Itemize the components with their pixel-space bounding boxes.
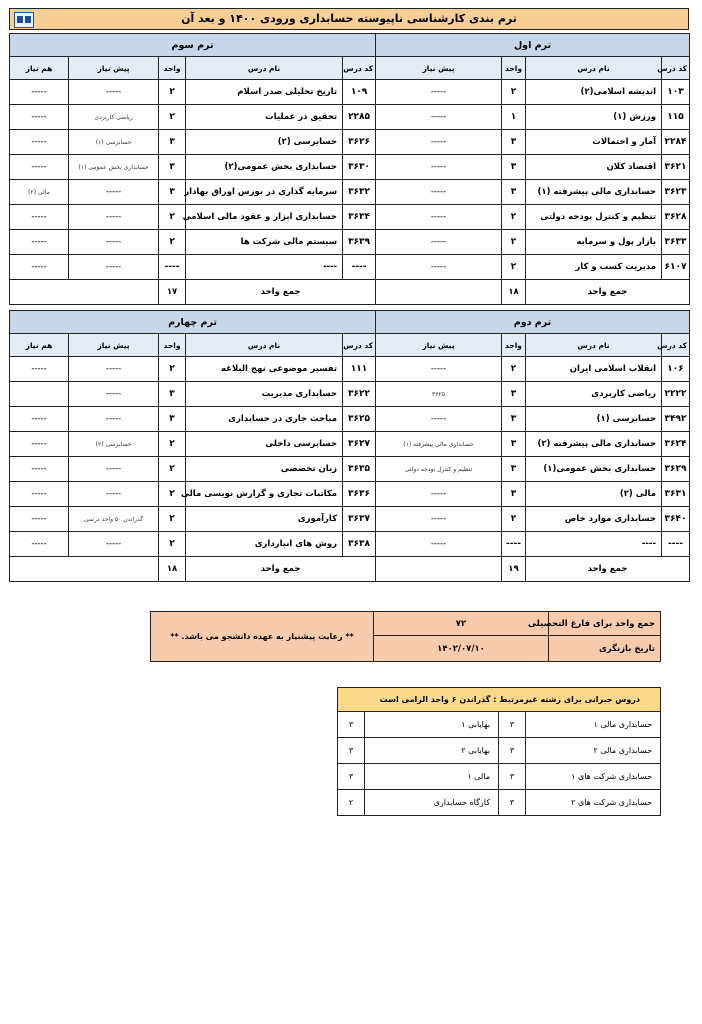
course-unit: ۲: [159, 482, 186, 507]
course-prereq: -----: [69, 407, 159, 432]
course-coreq: -----: [10, 80, 69, 105]
course-name: مالی (۲): [526, 482, 662, 507]
compensatory-unit2: ۳: [338, 712, 365, 738]
course-code: ۳۶۲۶: [343, 130, 376, 155]
course-row: [376, 532, 690, 557]
course-code: ۳۶۲۳: [662, 180, 690, 205]
course-code: ۳۶۳۹: [343, 230, 376, 255]
page-title-bar: [9, 8, 689, 30]
course-name: مکاتبات تجاری و گزارش نویسی مالی: [186, 482, 343, 507]
col-unit-header: واحد: [502, 334, 526, 357]
course-row: [376, 180, 690, 205]
course-code: ----: [662, 532, 690, 557]
course-unit: ۳: [159, 155, 186, 180]
university-logo-icon: [14, 12, 34, 28]
course-coreq: -----: [10, 482, 69, 507]
course-unit: ۳: [502, 130, 526, 155]
course-unit: ۳: [502, 432, 526, 457]
col-code-header: کد درس: [343, 334, 376, 357]
course-name: اندیشه اسلامی(۲): [526, 80, 662, 105]
course-coreq: -----: [10, 532, 69, 557]
course-unit: ۲: [159, 457, 186, 482]
course-name: حسابداری بخش عمومی(۲): [186, 155, 343, 180]
course-code: ۳۶۳۱: [662, 482, 690, 507]
course-code: ۳۶۳۶: [343, 482, 376, 507]
course-row: [376, 205, 690, 230]
course-name: کارآموزی: [186, 507, 343, 532]
course-row: [376, 130, 690, 155]
compensatory-unit2: ۳: [338, 738, 365, 764]
course-prereq: -----: [69, 457, 159, 482]
course-code: ۳۶۲۹: [662, 457, 690, 482]
course-row: [376, 105, 690, 130]
course-unit: ۲: [159, 507, 186, 532]
course-name: زبان تخصصی: [186, 457, 343, 482]
course-unit: ۳: [159, 407, 186, 432]
course-unit: ۲: [159, 532, 186, 557]
compensatory-unit2: ۳: [338, 764, 365, 790]
compensatory-unit2: ۲: [338, 790, 365, 816]
compensatory-table: [337, 687, 661, 816]
course-prereq: -----: [376, 532, 502, 557]
course-row: [10, 382, 376, 407]
course-coreq: -----: [10, 205, 69, 230]
compensatory-name1: حسابداری شرکت های ۱: [526, 764, 661, 790]
course-row: [10, 432, 376, 457]
course-name: تنظیم و کنترل بودجه دولتی: [526, 205, 662, 230]
course-name: ----: [526, 532, 662, 557]
course-coreq: -----: [10, 230, 69, 255]
semester4-total-value: ۱۸: [159, 557, 186, 582]
course-name: تفسیر موضوعی نهج البلاغه: [186, 357, 343, 382]
course-code: ۱۰۹: [343, 80, 376, 105]
col-unit-header: واحد: [502, 57, 526, 80]
course-prereq: ریاضی کاربردی: [69, 105, 159, 130]
course-prereq: -----: [69, 532, 159, 557]
course-prereq: -----: [69, 482, 159, 507]
course-name: حسابرسی (۱): [526, 407, 662, 432]
col-name-header: نام درس: [526, 57, 662, 80]
compensatory-row: [338, 790, 661, 816]
course-code: ۳۶۳۸: [343, 532, 376, 557]
course-unit: ۳: [502, 407, 526, 432]
course-code: ۳۶۲۷: [343, 432, 376, 457]
course-code: ۳۶۳۵: [343, 457, 376, 482]
course-prereq: حسابداری مالی پیشرفته (۱): [376, 432, 502, 457]
page-title: ترم بندی کارشناسی ناپیوسته حسابداری ورودی ۱۴۰۰ و بعد آن: [181, 12, 517, 25]
course-coreq: -----: [10, 130, 69, 155]
course-code: ۳۶۴۰: [662, 507, 690, 532]
compensatory-name1: حسابداری مالی ۲: [526, 738, 661, 764]
course-prereq: گذراندن ۵۰ واحد درسی: [69, 507, 159, 532]
course-prereq: -----: [376, 130, 502, 155]
col-prereq-header: پیش نیاز: [376, 334, 502, 357]
semester1-table: [375, 33, 690, 305]
course-name: حسابداری بخش عمومی(۱): [526, 457, 662, 482]
course-coreq: -----: [10, 457, 69, 482]
course-row: [10, 255, 376, 280]
course-row: [10, 205, 376, 230]
compensatory-name1: حسابداری شرکت های ۲: [526, 790, 661, 816]
compensatory-row: [338, 712, 661, 738]
course-code: ----: [343, 255, 376, 280]
col-unit-header: واحد: [159, 57, 186, 80]
course-unit: ۳: [502, 180, 526, 205]
course-code: ۳۶۳۷: [343, 507, 376, 532]
semester1-total-value: ۱۸: [502, 280, 526, 305]
course-row: [10, 155, 376, 180]
summary-table: [150, 611, 661, 662]
course-name: حسابداری مالی پیشرفته (۲): [526, 432, 662, 457]
col-prereq-header: پیش نیاز: [69, 57, 159, 80]
course-prereq: -----: [69, 255, 159, 280]
col-name-header: نام درس: [186, 57, 343, 80]
course-name: روش های انبارداری: [186, 532, 343, 557]
course-unit: ۲: [159, 432, 186, 457]
course-name: سرمایه گذاری در بورس اوراق بهادار: [186, 180, 343, 205]
graduation-units-label: جمع واحد برای فارغ التحصیلی: [549, 612, 661, 636]
course-name: حسابرسی (۲): [186, 130, 343, 155]
compensatory-name2: بهایابی ۱: [365, 712, 499, 738]
course-row: [10, 130, 376, 155]
semester2-title: ترم دوم: [376, 311, 690, 334]
revision-date-label: تاریخ بازنگری: [549, 636, 661, 662]
course-coreq: -----: [10, 432, 69, 457]
course-code: ۳۶۳۲: [343, 180, 376, 205]
course-name: ----: [186, 255, 343, 280]
semester2-total-label: جمع واحد: [526, 557, 690, 582]
course-prereq: حسابداری بخش عمومی (۱): [69, 155, 159, 180]
course-coreq: -----: [10, 407, 69, 432]
course-row: [10, 407, 376, 432]
course-unit: ۳: [159, 130, 186, 155]
col-coreq-header: هم نیاز: [10, 57, 69, 80]
revision-date-value: ۱۴۰۲/۰۷/۱۰: [374, 636, 549, 662]
course-row: [376, 432, 690, 457]
course-row: [376, 457, 690, 482]
course-row: [376, 407, 690, 432]
prerequisite-note: ** رعایت پیشنیاز به عهده دانشجو می باشد. **: [151, 612, 374, 662]
course-prereq: -----: [69, 230, 159, 255]
compensatory-name1: حسابداری مالی ۱: [526, 712, 661, 738]
course-prereq: -----: [376, 205, 502, 230]
course-unit: ۳: [159, 382, 186, 407]
course-code: ۳۶۳۳: [662, 230, 690, 255]
course-name: حسابداری مدیریت: [186, 382, 343, 407]
semester3-title: ترم سوم: [10, 34, 376, 57]
course-prereq: -----: [69, 205, 159, 230]
course-row: [376, 255, 690, 280]
course-unit: ۲: [502, 80, 526, 105]
semester4-title: ترم چهارم: [10, 311, 376, 334]
col-code-header: کد درس: [662, 57, 690, 80]
course-unit: ۲: [502, 357, 526, 382]
col-code-header: کد درس: [343, 57, 376, 80]
course-code: ۱۱۵: [662, 105, 690, 130]
semester2-table: [375, 310, 690, 582]
course-prereq: -----: [376, 155, 502, 180]
course-name: بازار پول و سرمایه: [526, 230, 662, 255]
course-code: ۳۶۲۸: [662, 205, 690, 230]
course-prereq: -----: [69, 382, 159, 407]
semester3-total-value: ۱۷: [159, 280, 186, 305]
course-unit: ۳: [159, 180, 186, 205]
semester1-total-label: جمع واحد: [526, 280, 690, 305]
course-row: [10, 80, 376, 105]
course-row: [10, 532, 376, 557]
course-row: [376, 507, 690, 532]
course-code: ۱۰۳: [662, 80, 690, 105]
course-name: ورزش (۱): [526, 105, 662, 130]
course-name: اقتصاد کلان: [526, 155, 662, 180]
course-prereq: -----: [376, 105, 502, 130]
semester1-title: ترم اول: [376, 34, 690, 57]
course-prereq: -----: [376, 357, 502, 382]
course-row: [10, 507, 376, 532]
course-coreq: -----: [10, 105, 69, 130]
course-unit: ۳: [502, 382, 526, 407]
course-row: [10, 357, 376, 382]
course-coreq: -----: [10, 357, 69, 382]
course-unit: ----: [502, 532, 526, 557]
course-unit: ۳: [502, 155, 526, 180]
course-code: ۱۰۶: [662, 357, 690, 382]
course-prereq: حسابرسی (۲): [69, 432, 159, 457]
course-coreq: -----: [10, 507, 69, 532]
semester2-total-value: ۱۹: [502, 557, 526, 582]
course-row: [376, 155, 690, 180]
compensatory-name2: کارگاه حسابداری: [365, 790, 499, 816]
course-name: سیستم مالی شرکت ها: [186, 230, 343, 255]
course-prereq: -----: [376, 507, 502, 532]
course-unit: ۲: [502, 507, 526, 532]
course-prereq: -----: [376, 80, 502, 105]
course-code: ۱۱۱: [343, 357, 376, 382]
course-code: ۶۱۰۷: [662, 255, 690, 280]
compensatory-unit1: ۳: [499, 738, 526, 764]
course-prereq: -----: [376, 482, 502, 507]
course-prereq: -----: [376, 180, 502, 205]
course-unit: ۱: [502, 105, 526, 130]
course-unit: ۲: [502, 205, 526, 230]
compensatory-title: دروس جبرانی برای رشته غیرمرتبط : گذراندن ۶ واحد الزامی است: [338, 688, 661, 712]
course-name: آمار و احتمالات: [526, 130, 662, 155]
course-name: حسابرسی داخلی: [186, 432, 343, 457]
course-prereq: ۳۶۲۵: [376, 382, 502, 407]
course-code: ۳۴۹۲: [662, 407, 690, 432]
col-prereq-header: پیش نیاز: [69, 334, 159, 357]
compensatory-row: [338, 738, 661, 764]
course-code: ۳۶۳۰: [343, 155, 376, 180]
course-prereq: تنظیم و کنترل بودجه دولتی: [376, 457, 502, 482]
course-name: انقلاب اسلامی ایران: [526, 357, 662, 382]
course-name: مباحث جاری در حسابداری: [186, 407, 343, 432]
course-name: حسابداری ابزار و عقود مالی اسلامی: [186, 205, 343, 230]
compensatory-unit1: ۳: [499, 712, 526, 738]
course-coreq: [10, 382, 69, 407]
course-code: ۲۲۲۲: [662, 382, 690, 407]
course-row: [376, 230, 690, 255]
course-row: [376, 382, 690, 407]
course-unit: ۲: [502, 230, 526, 255]
course-prereq: -----: [69, 357, 159, 382]
col-coreq-header: هم نیاز: [10, 334, 69, 357]
course-name: ریاضی کاربردی: [526, 382, 662, 407]
col-name-header: نام درس: [186, 334, 343, 357]
course-unit: ۲: [159, 105, 186, 130]
course-coreq: مالی (۲): [10, 180, 69, 205]
course-code: ۳۶۲۴: [662, 432, 690, 457]
course-code: ۳۶۳۴: [343, 205, 376, 230]
course-prereq: -----: [376, 255, 502, 280]
course-unit: ۲: [159, 80, 186, 105]
compensatory-name2: بهایابی ۲: [365, 738, 499, 764]
compensatory-name2: مالی ۱: [365, 764, 499, 790]
col-code-header: کد درس: [662, 334, 690, 357]
course-unit: ۳: [502, 457, 526, 482]
course-unit: ۲: [502, 255, 526, 280]
col-prereq-header: پیش نیاز: [376, 57, 502, 80]
course-prereq: -----: [376, 407, 502, 432]
graduation-units-value: ۷۲: [374, 612, 549, 636]
course-row: [376, 80, 690, 105]
course-name: تاریخ تحلیلی صدر اسلام: [186, 80, 343, 105]
course-row: [10, 482, 376, 507]
course-code: ۳۶۲۲: [343, 382, 376, 407]
course-name: تحقیق در عملیات: [186, 105, 343, 130]
course-unit: ۲: [159, 205, 186, 230]
course-unit: ۳: [502, 482, 526, 507]
course-row: [10, 105, 376, 130]
course-row: [10, 180, 376, 205]
course-prereq: -----: [69, 180, 159, 205]
course-prereq: -----: [69, 80, 159, 105]
course-row: [376, 482, 690, 507]
semester4-total-label: جمع واحد: [186, 557, 376, 582]
course-name: مدیریت کسب و کار: [526, 255, 662, 280]
course-unit: ----: [159, 255, 186, 280]
compensatory-unit1: ۳: [499, 790, 526, 816]
course-name: حسابداری مالی پیشرفته (۱): [526, 180, 662, 205]
course-coreq: -----: [10, 155, 69, 180]
course-prereq: حسابرسی (۱): [69, 130, 159, 155]
semester4-table: [9, 310, 376, 582]
course-prereq: -----: [376, 230, 502, 255]
compensatory-row: [338, 764, 661, 790]
course-unit: ۲: [159, 230, 186, 255]
course-code: ۳۶۲۵: [343, 407, 376, 432]
course-row: [376, 357, 690, 382]
course-unit: ۲: [159, 357, 186, 382]
compensatory-unit1: ۳: [499, 764, 526, 790]
course-code: ۲۲۸۴: [662, 130, 690, 155]
col-name-header: نام درس: [526, 334, 662, 357]
course-row: [10, 230, 376, 255]
course-row: [10, 457, 376, 482]
semester3-table: [9, 33, 376, 305]
col-unit-header: واحد: [159, 334, 186, 357]
semester3-total-label: جمع واحد: [186, 280, 376, 305]
course-coreq: -----: [10, 255, 69, 280]
course-code: ۳۶۲۱: [662, 155, 690, 180]
course-name: حسابداری موارد خاص: [526, 507, 662, 532]
course-code: ۲۲۸۵: [343, 105, 376, 130]
